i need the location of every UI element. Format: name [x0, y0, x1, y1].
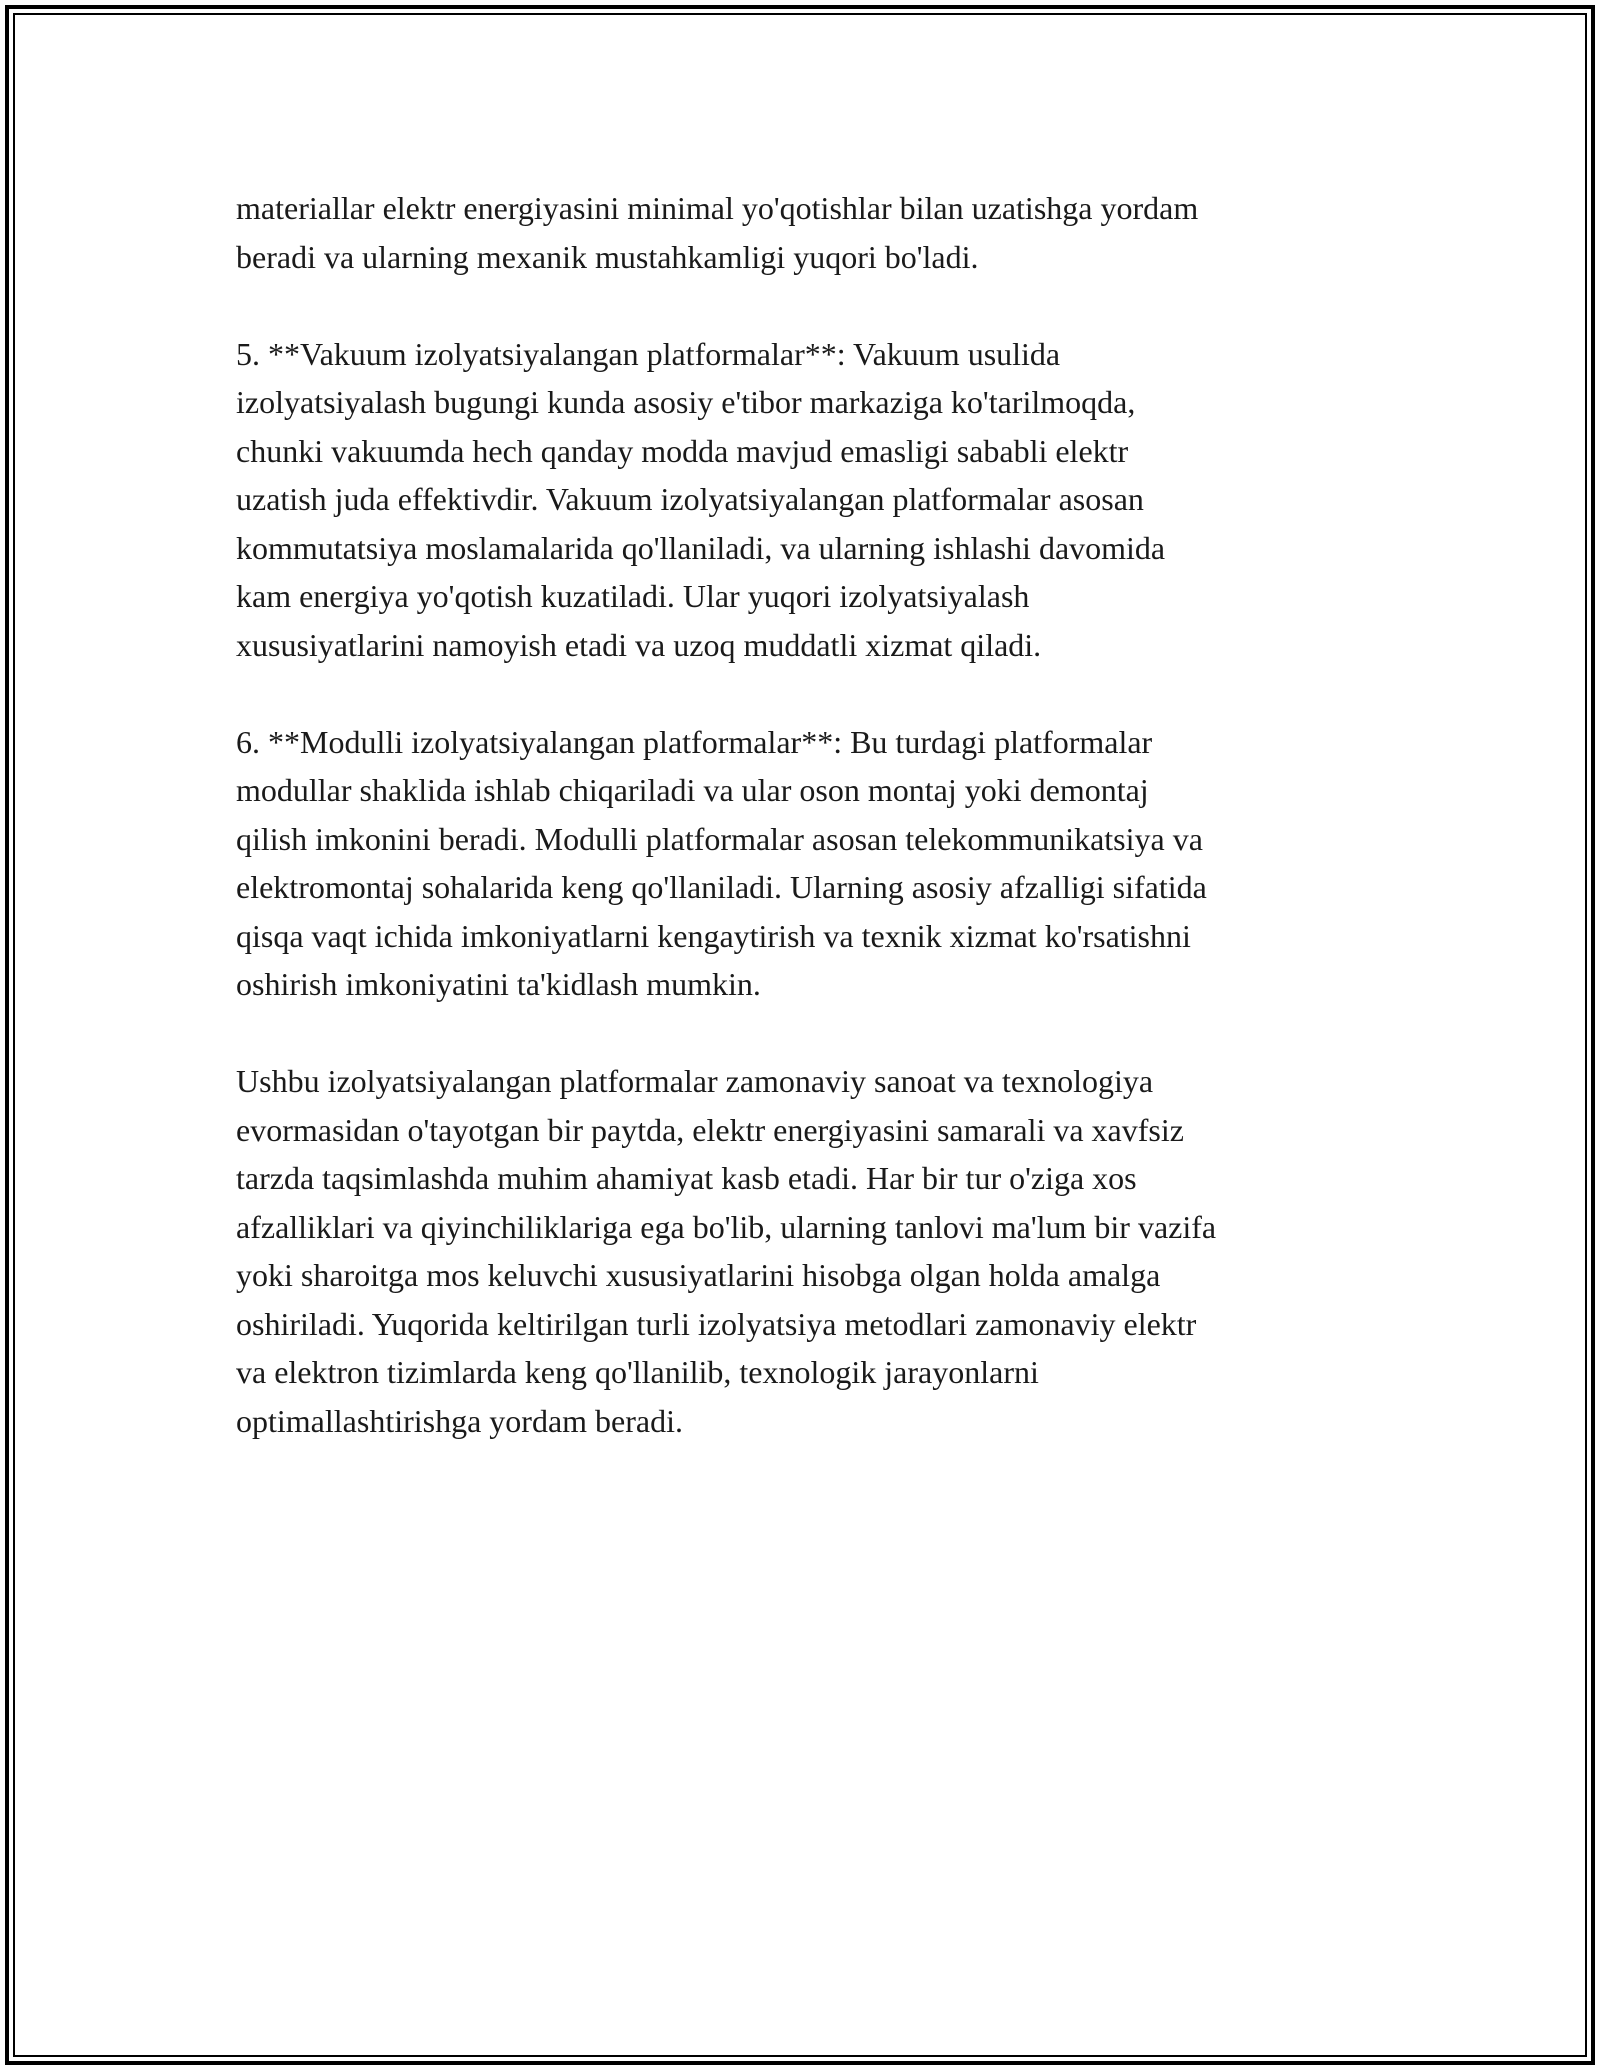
paragraph-vacuum-platforms: [236, 330, 1366, 670]
text-line: yoki sharoitga mos keluvchi xususiyatlarini hisobga olgan holda amalga: [236, 1257, 1161, 1293]
text-line: optimallashtirishga yordam beradi.: [236, 1402, 683, 1439]
text-line: va elektron tizimlarda keng qo'llanilib, texnologik jarayonlarni: [236, 1354, 1039, 1390]
text-line: chunki vakuumda hech qanday modda mavjud emasligi sababli elektr: [236, 432, 1129, 469]
text-line: uzatish juda effektivdir. Vakuum izolyatsiyalangan platformalar asosan: [236, 481, 1144, 517]
paragraph-continuation: [236, 184, 1366, 281]
paragraph-modular-platforms: [236, 718, 1366, 1009]
text-line: qisqa vaqt ichida imkoniyatlarni kengaytirish va texnik xizmat ko'rsatishni: [236, 917, 1191, 954]
text-line: 6. **Modulli izolyatsiyalangan platformalar**: Bu turdagi platformalar: [236, 723, 1153, 760]
text-line: Ushbu izolyatsiyalangan platformalar zamonaviy sanoat va texnologiya: [236, 1063, 1154, 1099]
text-line: materiallar elektr energiyasini minimal yo'qotishlar bilan uzatishga yordam: [236, 190, 1199, 226]
text-line: afzalliklari va qiyinchiliklariga ega bo'lib, ularning tanlovi ma'lum bir vazifa: [236, 1208, 1217, 1245]
text-line: beradi va ularning mexanik mustahkamligi yuqori bo'ladi.: [236, 238, 979, 275]
text-line: modullar shaklida ishlab chiqariladi va ular oson montaj yoki demontaj: [236, 772, 1149, 808]
text-line: elektromontaj sohalarida keng qo'llaniladi. Ularning asosiy afzalligi sifatida: [236, 869, 1207, 905]
document-body: [236, 184, 1366, 1494]
text-line: qilish imkonini beradi. Modulli platformalar asosan telekommunikatsiya va: [236, 820, 1203, 857]
text-line: kam energiya yo'qotish kuzatiladi. Ular yuqori izolyatsiyalash: [236, 578, 1030, 614]
text-line: tarzda taqsimlashda muhim ahamiyat kasb etadi. Har bir tur o'ziga xos: [236, 1160, 1137, 1196]
text-line: 5. **Vakuum izolyatsiyalangan platformalar**: Vakuum usulida: [236, 335, 1061, 372]
paragraph-conclusion: [236, 1057, 1366, 1445]
text-line: evormasidan o'tayotgan bir paytda, elektr energiyasini samarali va xavfsiz: [236, 1111, 1184, 1148]
text-line: oshiriladi. Yuqorida keltirilgan turli izolyatsiya metodlari zamonaviy elektr: [236, 1305, 1197, 1342]
text-line: kommutatsiya moslamalarida qo'llaniladi, va ularning ishlashi davomida: [236, 529, 1166, 566]
text-line: oshirish imkoniyatini ta'kidlash mumkin.: [236, 966, 761, 1002]
text-line: izolyatsiyalash bugungi kunda asosiy e'tibor markaziga ko'tarilmoqda,: [236, 384, 1136, 420]
text-line: xususiyatlarini namoyish etadi va uzoq muddatli xizmat qiladi.: [236, 626, 1042, 663]
